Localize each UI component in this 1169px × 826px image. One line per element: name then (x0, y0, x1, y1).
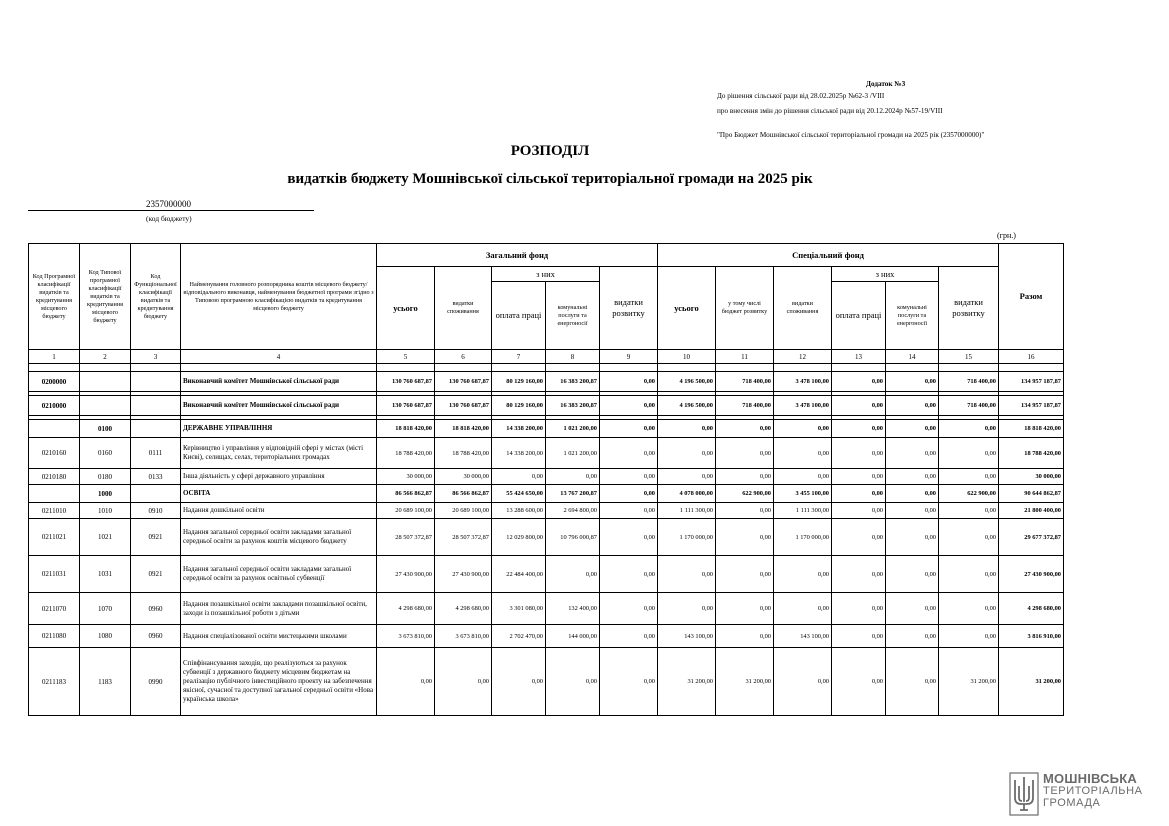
table-body (29, 364, 1064, 716)
head-g-utilities: комунальні послуги та енергоносії (546, 282, 600, 350)
amount-cell: 0,00 (939, 519, 999, 556)
document-title: РОЗПОДІЛ (510, 143, 590, 159)
amount-cell: 0,00 (939, 593, 999, 625)
amount-cell: 0,00 (886, 556, 939, 593)
amount-cell: 0,00 (886, 372, 939, 392)
table-row (29, 469, 1064, 485)
amount-cell: 0,00 (832, 438, 886, 469)
head-special-fund: Спеціальний фонд (658, 244, 999, 267)
typical-code-cell: 0180 (80, 469, 131, 485)
column-number: 12 (774, 350, 832, 364)
typical-code-cell: 1183 (80, 648, 131, 716)
head-s-utilities: комунальні послуги та енергоносії (886, 282, 939, 350)
functional-code-cell (131, 372, 181, 392)
program-name-cell: Інша діяльність у сфері державного управління (181, 469, 377, 485)
head-s-development: видатки розвитку (939, 267, 999, 350)
amount-cell: 0,00 (492, 469, 546, 485)
amount-cell: 1 111 300,00 (774, 503, 832, 519)
amount-cell: 2 694 800,00 (546, 503, 600, 519)
amount-cell: 10 796 000,87 (546, 519, 600, 556)
amount-cell: 0,00 (886, 420, 939, 438)
row-total-cell: 4 298 680,00 (999, 593, 1064, 625)
row-total-cell: 18 818 420,00 (999, 420, 1064, 438)
amount-cell: 0,00 (658, 438, 716, 469)
amount-cell: 1 021 200,00 (546, 420, 600, 438)
amount-cell: 130 760 687,87 (435, 372, 492, 392)
amount-cell: 0,00 (546, 469, 600, 485)
amount-cell: 0,00 (774, 469, 832, 485)
amount-cell: 144 000,00 (546, 625, 600, 648)
spacer-cell (774, 364, 832, 372)
amount-cell: 1 170 000,00 (774, 519, 832, 556)
amount-cell: 14 338 200,00 (492, 438, 546, 469)
column-number: 13 (832, 350, 886, 364)
head-g-of-which: з них (492, 267, 600, 282)
expenditure-table (28, 243, 1064, 716)
amount-cell: 18 818 420,00 (377, 420, 435, 438)
budget-code-underline (28, 210, 314, 211)
row-total-cell: 21 800 400,00 (999, 503, 1064, 519)
amount-cell: 0,00 (886, 648, 939, 716)
spacer-cell (716, 364, 774, 372)
amount-cell: 0,00 (600, 648, 658, 716)
logo-line-1: МОШНІВСЬКА (1043, 771, 1137, 786)
amount-cell: 0,00 (939, 556, 999, 593)
column-number: 6 (435, 350, 492, 364)
amount-cell: 0,00 (658, 556, 716, 593)
annex-label: Додаток №3 (866, 80, 906, 88)
spacer-cell (832, 364, 886, 372)
amount-cell: 0,00 (832, 396, 886, 416)
program-name-cell: ОСВІТА (181, 485, 377, 503)
amount-cell: 4 078 000,00 (658, 485, 716, 503)
table-row (29, 485, 1064, 503)
amount-cell: 3 455 100,00 (774, 485, 832, 503)
amount-cell: 0,00 (546, 648, 600, 716)
amount-cell: 0,00 (377, 648, 435, 716)
amount-cell: 0,00 (886, 438, 939, 469)
amount-cell: 0,00 (600, 593, 658, 625)
spacer-cell (886, 364, 939, 372)
amount-cell: 30 000,00 (435, 469, 492, 485)
column-number: 9 (600, 350, 658, 364)
spacer-cell (492, 364, 546, 372)
functional-code-cell: 0921 (131, 556, 181, 593)
amount-cell: 18 788 420,00 (377, 438, 435, 469)
amount-cell: 0,00 (600, 556, 658, 593)
program-name-cell: Керівництво і управління у відповідній сфері у містах (місті Києві), селищах, селах, територіальних громадах (181, 438, 377, 469)
row-total-cell: 3 816 910,00 (999, 625, 1064, 648)
amount-cell: 0,00 (832, 469, 886, 485)
amount-cell: 13 288 600,00 (492, 503, 546, 519)
head-g-consumption: видатки споживання (435, 267, 492, 350)
amount-cell: 3 478 100,00 (774, 396, 832, 416)
amount-cell: 718 400,00 (716, 372, 774, 392)
amount-cell: 718 400,00 (939, 372, 999, 392)
column-number: 14 (886, 350, 939, 364)
head-s-total: усього (658, 267, 716, 350)
typical-code-cell: 1021 (80, 519, 131, 556)
program-code-cell: 0211080 (29, 625, 80, 648)
spacer-cell (29, 364, 80, 372)
amount-cell: 55 424 650,00 (492, 485, 546, 503)
amount-cell: 20 689 100,00 (377, 503, 435, 519)
functional-code-cell (131, 396, 181, 416)
head-typical-code: Код Типової програмної класифікації видатків та кредитування місцевого бюджету (80, 244, 131, 350)
functional-code-cell: 0111 (131, 438, 181, 469)
functional-code-cell: 0921 (131, 519, 181, 556)
amount-cell: 16 383 200,87 (546, 396, 600, 416)
head-general-fund: Загальний фонд (377, 244, 658, 267)
amount-cell: 0,00 (886, 593, 939, 625)
decision-line-2: про внесення змін до рішення сільської ради від 20.12.2024р №57-19/VIII (717, 107, 943, 115)
amount-cell: 4 298 680,00 (435, 593, 492, 625)
functional-code-cell: 0990 (131, 648, 181, 716)
column-number: 8 (546, 350, 600, 364)
row-total-cell: 18 788 420,00 (999, 438, 1064, 469)
amount-cell: 0,00 (832, 420, 886, 438)
amount-cell: 0,00 (600, 469, 658, 485)
functional-code-cell: 0133 (131, 469, 181, 485)
amount-cell: 0,00 (600, 519, 658, 556)
program-code-cell: 0211021 (29, 519, 80, 556)
table-row (29, 503, 1064, 519)
amount-cell: 22 484 400,00 (492, 556, 546, 593)
amount-cell: 18 818 420,00 (435, 420, 492, 438)
table-row (29, 396, 1064, 416)
logo-line-2: ТЕРИТОРІАЛЬНА (1043, 785, 1143, 797)
program-code-cell: 0211031 (29, 556, 80, 593)
document-subtitle: видатків бюджету Мошнівської сільської територіальної громади на 2025 рік (287, 171, 813, 187)
amount-cell: 0,00 (716, 519, 774, 556)
amount-cell: 0,00 (832, 593, 886, 625)
amount-cell: 1 170 000,00 (658, 519, 716, 556)
amount-cell: 0,00 (939, 438, 999, 469)
amount-cell: 0,00 (546, 556, 600, 593)
row-spacer (29, 364, 1064, 372)
row-total-cell: 134 957 187,87 (999, 372, 1064, 392)
typical-code-cell: 1031 (80, 556, 131, 593)
amount-cell: 4 196 500,00 (658, 372, 716, 392)
program-code-cell: 0200000 (29, 372, 80, 392)
amount-cell: 143 100,00 (658, 625, 716, 648)
amount-cell: 130 760 687,87 (377, 372, 435, 392)
program-code-cell: 0211010 (29, 503, 80, 519)
spacer-cell (131, 364, 181, 372)
amount-cell: 27 430 900,00 (377, 556, 435, 593)
amount-cell: 0,00 (716, 438, 774, 469)
amount-cell: 30 000,00 (377, 469, 435, 485)
amount-cell: 0,00 (774, 438, 832, 469)
program-code-cell: 0210160 (29, 438, 80, 469)
amount-cell: 86 566 862,87 (435, 485, 492, 503)
amount-cell: 0,00 (832, 648, 886, 716)
table-row (29, 372, 1064, 392)
amount-cell: 130 760 687,87 (377, 396, 435, 416)
amount-cell: 0,00 (832, 503, 886, 519)
amount-cell: 28 507 372,87 (377, 519, 435, 556)
head-g-salary: оплата праці (492, 282, 546, 350)
program-name-cell: Надання спеціалізованої освіти мистецькими школами (181, 625, 377, 648)
column-number: 7 (492, 350, 546, 364)
amount-cell: 0,00 (600, 485, 658, 503)
amount-cell: 0,00 (600, 372, 658, 392)
amount-cell: 3 301 080,00 (492, 593, 546, 625)
amount-cell: 31 200,00 (716, 648, 774, 716)
program-name-cell: Виконавчий комітет Мошнівської сільської ради (181, 372, 377, 392)
column-number: 2 (80, 350, 131, 364)
amount-cell: 0,00 (774, 556, 832, 593)
amount-cell: 0,00 (600, 420, 658, 438)
column-number: 15 (939, 350, 999, 364)
amount-cell: 0,00 (939, 469, 999, 485)
program-code-cell: 0211183 (29, 648, 80, 716)
amount-cell: 0,00 (832, 556, 886, 593)
amount-cell: 3 673 810,00 (435, 625, 492, 648)
column-number: 3 (131, 350, 181, 364)
amount-cell: 0,00 (832, 372, 886, 392)
typical-code-cell: 0160 (80, 438, 131, 469)
program-code-cell: 0210180 (29, 469, 80, 485)
amount-cell: 0,00 (716, 593, 774, 625)
row-total-cell: 31 200,00 (999, 648, 1064, 716)
amount-cell: 1 021 200,00 (546, 438, 600, 469)
table-row (29, 593, 1064, 625)
currency-unit: (грн.) (997, 231, 1016, 240)
amount-cell: 16 383 200,87 (546, 372, 600, 392)
column-numbers-row (29, 350, 1064, 364)
amount-cell: 0,00 (939, 420, 999, 438)
typical-code-cell (80, 372, 131, 392)
amount-cell: 0,00 (886, 503, 939, 519)
program-code-cell (29, 420, 80, 438)
table-row (29, 648, 1064, 716)
table-row (29, 556, 1064, 593)
head-program-code: Код Програмної класифікації видатків та кредитування місцевого бюджету (29, 244, 80, 350)
amount-cell: 0,00 (774, 420, 832, 438)
amount-cell: 622 900,00 (716, 485, 774, 503)
functional-code-cell: 0960 (131, 625, 181, 648)
amount-cell: 0,00 (886, 519, 939, 556)
table-row (29, 625, 1064, 648)
amount-cell: 130 760 687,87 (435, 396, 492, 416)
typical-code-cell: 1080 (80, 625, 131, 648)
column-number: 16 (999, 350, 1064, 364)
functional-code-cell (131, 485, 181, 503)
amount-cell: 18 788 420,00 (435, 438, 492, 469)
head-total: Разом (999, 244, 1064, 350)
spacer-cell (181, 364, 377, 372)
table-row (29, 438, 1064, 469)
amount-cell: 0,00 (886, 396, 939, 416)
amount-cell: 0,00 (886, 485, 939, 503)
row-total-cell: 134 957 187,87 (999, 396, 1064, 416)
row-total-cell: 27 430 900,00 (999, 556, 1064, 593)
amount-cell: 0,00 (939, 625, 999, 648)
decision-line-3: "Про Бюджет Мошнівської сільської територіальної громади на 2025 рік (2357000000)" (717, 131, 985, 139)
spacer-cell (939, 364, 999, 372)
amount-cell: 0,00 (716, 503, 774, 519)
amount-cell: 0,00 (658, 593, 716, 625)
amount-cell: 27 430 900,00 (435, 556, 492, 593)
amount-cell: 0,00 (716, 625, 774, 648)
typical-code-cell: 1010 (80, 503, 131, 519)
community-logo (1009, 771, 1159, 817)
table-row (29, 519, 1064, 556)
budget-code-caption: (код бюджету) (146, 214, 192, 223)
amount-cell: 0,00 (658, 469, 716, 485)
amount-cell: 0,00 (832, 485, 886, 503)
program-name-cell: Надання загальної середньої освіти закладами загальної середньої освіти за рахунок коштів місцевого бюджету (181, 519, 377, 556)
program-name-cell: Надання дошкільної освіти (181, 503, 377, 519)
column-number: 4 (181, 350, 377, 364)
amount-cell: 0,00 (886, 469, 939, 485)
amount-cell: 28 507 372,87 (435, 519, 492, 556)
amount-cell: 2 702 470,00 (492, 625, 546, 648)
head-s-consumption: видатки споживання (774, 267, 832, 350)
amount-cell: 4 298 680,00 (377, 593, 435, 625)
column-number: 11 (716, 350, 774, 364)
amount-cell: 4 196 500,00 (658, 396, 716, 416)
amount-cell: 0,00 (658, 420, 716, 438)
amount-cell: 13 767 200,87 (546, 485, 600, 503)
amount-cell: 3 478 100,00 (774, 372, 832, 392)
amount-cell: 718 400,00 (716, 396, 774, 416)
amount-cell: 0,00 (832, 625, 886, 648)
amount-cell: 132 400,00 (546, 593, 600, 625)
amount-cell: 0,00 (600, 396, 658, 416)
typical-code-cell: 1000 (80, 485, 131, 503)
amount-cell: 86 566 862,87 (377, 485, 435, 503)
amount-cell: 143 100,00 (774, 625, 832, 648)
amount-cell: 20 689 100,00 (435, 503, 492, 519)
head-g-development: видатки розвитку (600, 267, 658, 350)
amount-cell: 0,00 (716, 556, 774, 593)
trident-icon (1009, 772, 1039, 816)
amount-cell: 0,00 (492, 648, 546, 716)
program-name-cell: Співфінансування заходів, що реалізуються за рахунок субвенції з державного бюджету місцевим бюджетам на реалізацію публічного інвестиційного проекту на забезпечення якісної, сучасної та доступної загальної середньої освіти «Нова українська школа» (181, 648, 377, 716)
spacer-cell (600, 364, 658, 372)
program-code-cell: 0211070 (29, 593, 80, 625)
head-g-total: усього (377, 267, 435, 350)
program-code-cell: 0210000 (29, 396, 80, 416)
spacer-cell (546, 364, 600, 372)
table-row (29, 420, 1064, 438)
amount-cell: 0,00 (939, 503, 999, 519)
program-code-cell (29, 485, 80, 503)
program-name-cell: ДЕРЖАВНЕ УПРАВЛІННЯ (181, 420, 377, 438)
amount-cell: 80 129 160,00 (492, 396, 546, 416)
decision-line-1: До рішення сільської ради від 28.02.2025р №62-3 /VIII (717, 92, 885, 100)
head-s-budget-dev: у тому числі бюджет розвитку (716, 267, 774, 350)
amount-cell: 0,00 (774, 648, 832, 716)
amount-cell: 14 338 200,00 (492, 420, 546, 438)
head-s-salary: оплата праці (832, 282, 886, 350)
amount-cell: 0,00 (435, 648, 492, 716)
amount-cell: 3 673 810,00 (377, 625, 435, 648)
column-number: 10 (658, 350, 716, 364)
typical-code-cell: 0100 (80, 420, 131, 438)
head-functional-code: Код Функціональної класифікації видатків та кредитування бюджету (131, 244, 181, 350)
amount-cell: 80 129 160,00 (492, 372, 546, 392)
column-number: 1 (29, 350, 80, 364)
head-s-of-which: з них (832, 267, 939, 282)
typical-code-cell (80, 396, 131, 416)
functional-code-cell (131, 420, 181, 438)
amount-cell: 0,00 (832, 519, 886, 556)
amount-cell: 0,00 (600, 503, 658, 519)
functional-code-cell: 0960 (131, 593, 181, 625)
amount-cell: 0,00 (774, 593, 832, 625)
amount-cell: 1 111 300,00 (658, 503, 716, 519)
amount-cell: 0,00 (600, 438, 658, 469)
program-name-cell: Надання позашкільної освіти закладами позашкільної освіти, заходи із позашкільної роботи з дітьми (181, 593, 377, 625)
budget-code: 2357000000 (146, 199, 191, 209)
spacer-cell (80, 364, 131, 372)
amount-cell: 622 900,00 (939, 485, 999, 503)
logo-line-3: ГРОМАДА (1043, 797, 1101, 809)
amount-cell: 0,00 (716, 420, 774, 438)
amount-cell: 0,00 (600, 625, 658, 648)
amount-cell: 0,00 (716, 469, 774, 485)
row-total-cell: 30 000,00 (999, 469, 1064, 485)
amount-cell: 718 400,00 (939, 396, 999, 416)
head-name: Найменування головного розпорядника коштів місцевого бюджету/ відповідального виконавця, найменування бюджетної програми згідно з Типовою програмною класифікацією видатків та кредитування місцевого бюджету (181, 244, 377, 350)
program-name-cell: Виконавчий комітет Мошнівської сільської ради (181, 396, 377, 416)
row-total-cell: 29 677 372,87 (999, 519, 1064, 556)
typical-code-cell: 1070 (80, 593, 131, 625)
spacer-cell (435, 364, 492, 372)
row-total-cell: 90 644 862,87 (999, 485, 1064, 503)
program-name-cell: Надання загальної середньої освіти закладами загальної середньої освіти за рахунок освітньої субвенції (181, 556, 377, 593)
spacer-cell (377, 364, 435, 372)
amount-cell: 0,00 (886, 625, 939, 648)
functional-code-cell: 0910 (131, 503, 181, 519)
spacer-cell (658, 364, 716, 372)
column-number: 5 (377, 350, 435, 364)
amount-cell: 31 200,00 (939, 648, 999, 716)
amount-cell: 12 029 800,00 (492, 519, 546, 556)
spacer-cell (999, 364, 1064, 372)
amount-cell: 31 200,00 (658, 648, 716, 716)
